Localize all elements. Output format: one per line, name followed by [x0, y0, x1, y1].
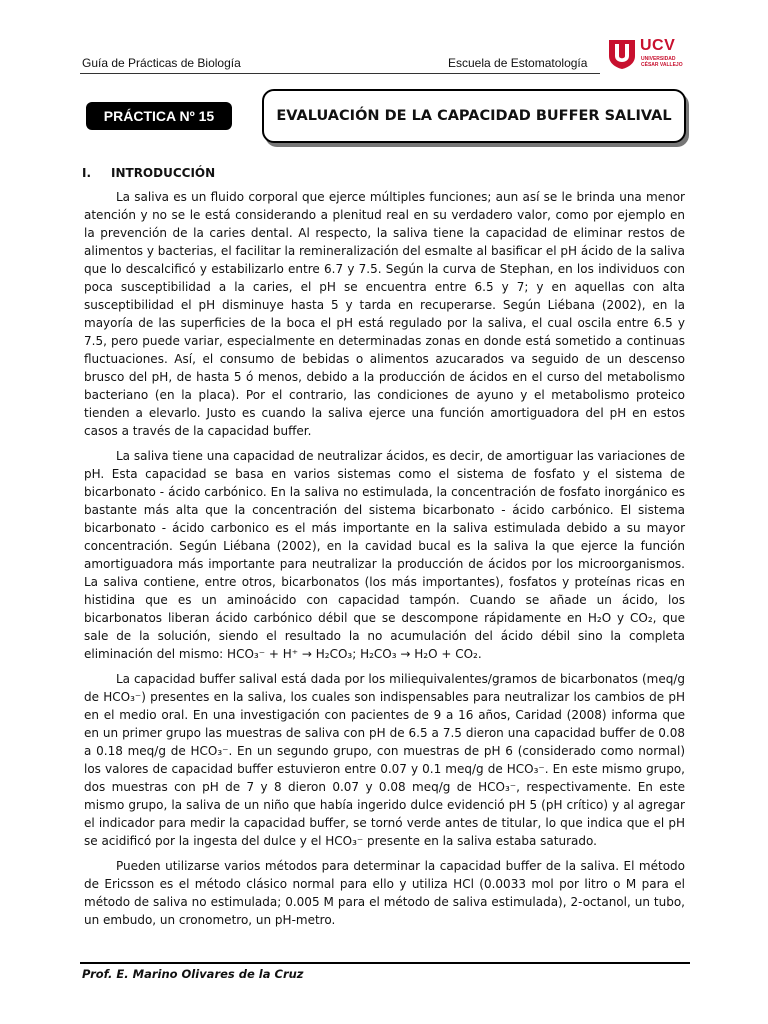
logo-text: UCV [640, 37, 676, 54]
body-text [84, 188, 685, 936]
paragraph: Pueden utilizarse varios métodos para determinar la capacidad buffer de la saliva. El método de Ericsson es el método clásico normal para ello y utiliza HCl (0.0033 mol por litro o M para el método de saliva no estimulada; 0.005 M para el método de saliva estimulada), 2-octanol, un tubo, un embudo, un cronometro, un pH-metro. [84, 859, 685, 927]
paragraph: La saliva tiene una capacidad de neutralizar ácidos, es decir, de amortiguar las variaciones de pH. Esta capacidad se basa en varios sistemas como el sistema de fosfato y el sistema de bicarbonato - ácido carbónico. En la saliva no estimulada, la concentración de fosfato inorgánico es bastante más alta que la concentración del sistema bicarbonato - ácido carbónico. El sistema bicarbonato - ácido carbonico es el más importante en la saliva estimulada debido a su mayor concentración. Según Liébana (2002), en la cavidad bucal es la saliva la que ejerce la función amortiguadora más importante para neutralizar la producción de ácidos por los microorganismos. La saliva contiene, entre otros, bicarbonatos (los más importantes), fosfatos y proteínas ricas en histidina que es un aminoácido con capacidad tampón. Cuando se añade un ácido, los bicarbonatos liberan ácido carbónico débil que se descompone rápidamente en H₂O y CO₂, que sale de la solución, siendo el resultado la no acumulación del ácido débil sino la completa eliminación del mismo: HCO₃⁻ + H⁺ → H₂CO₃; H₂CO₃ → H₂O + CO₂. [84, 449, 685, 661]
header-divider [80, 73, 600, 74]
paragraph: La saliva es un fluido corporal que ejerce múltiples funciones; aun así se le brinda una menor atención y no se le está considerando a plenitud real en su verdadero valor, como por ejemplo en la prevención de la caries dental. Al respecto, la saliva tiene la capacidad de eliminar restos de alimentos y bacterias, el facilitar la remineralización del esmalte al basificar el pH ácido de la saliva que lo descalcificó y estabilizarlo entre 6.7 y 7.5. Según la curva de Stephan, en los individuos con poca susceptibilidad a la caries, el pH se encuentra entre 6.5 y 7; y en aquellas con alta susceptibilidad el pH disminuye hasta 5 y tarda en recuperarse. Según Liébana (2002), en la mayoría de las superficies de la boca el pH está regulado por la saliva, el cual oscila entre 6.5 y 7.5, pero puede variar, especialmente en determinadas zonas en donde está sometido a continuas fluctuaciones. Así, el consumo de bebidas o alimentos azucarados va seguido de un descenso brusco del pH, de hasta 5 ó menos, debido a la producción de ácidos en el curso del metabolismo bacteriano (en la placa). Por el contrario, las condiciones de ayuno y el metabolismo proteico tienden a elevarlo. Justo es cuando la saliva ejerce una función amortiguadora del pH en estos casos a través de la capacidad buffer. [84, 190, 685, 438]
footer-divider [80, 962, 690, 964]
paragraph: La capacidad buffer salival está dada por los miliequivalentes/gramos de bicarbonatos (meq/g de HCO₃⁻) presentes en la saliva, los cuales son indispensables para neutralizar los cambios de pH en el medio oral. En una investigación con pacientes de 9 a 16 años, Caridad (2008) informa que en un primer grupo las muestras de saliva con pH de 6.5 a 7.5 dieron una capacidad buffer de 0.08 a 0.18 meq/g de HCO₃⁻. En un segundo grupo, con muestras de pH 6 (considerado como normal) los valores de capacidad buffer estuvieron entre 0.07 y 0.1 meq/g de HCO₃⁻. En este mismo grupo, dos muestras con pH de 7 y 8 dieron 0.07 y 0.08 meq/g de HCO₃⁻, respectivamente. En este mismo grupo, la saliva de un niño que había ingerido dulce evidenció pH 5 (pH crítico) y al agregar el indicador para medir la capacidad buffer, se tornó verde antes de titular, lo que indica que el pH se acidificó por la ingesta del dulce y el HCO₃⁻ presente en la saliva estaba saturado. [84, 672, 685, 848]
section-number: I. [82, 166, 92, 180]
ucv-shield-icon [607, 38, 637, 70]
practica-number-badge: PRÁCTICA Nº 15 [86, 102, 232, 130]
footer-author: Prof. E. Marino Olivares de la Cruz [82, 967, 304, 981]
section-title: INTRODUCCIÓN [111, 166, 216, 180]
ucv-logo [607, 36, 691, 72]
logo-subtext: UNIVERSIDAD CÉSAR VALLEJO [641, 56, 683, 68]
header-school-name: Escuela de Estomatología [448, 56, 588, 70]
page-title: EVALUACIÓN DE LA CAPACIDAD BUFFER SALIVAL [262, 89, 686, 143]
header-course-title: Guía de Prácticas de Biología [82, 56, 241, 70]
